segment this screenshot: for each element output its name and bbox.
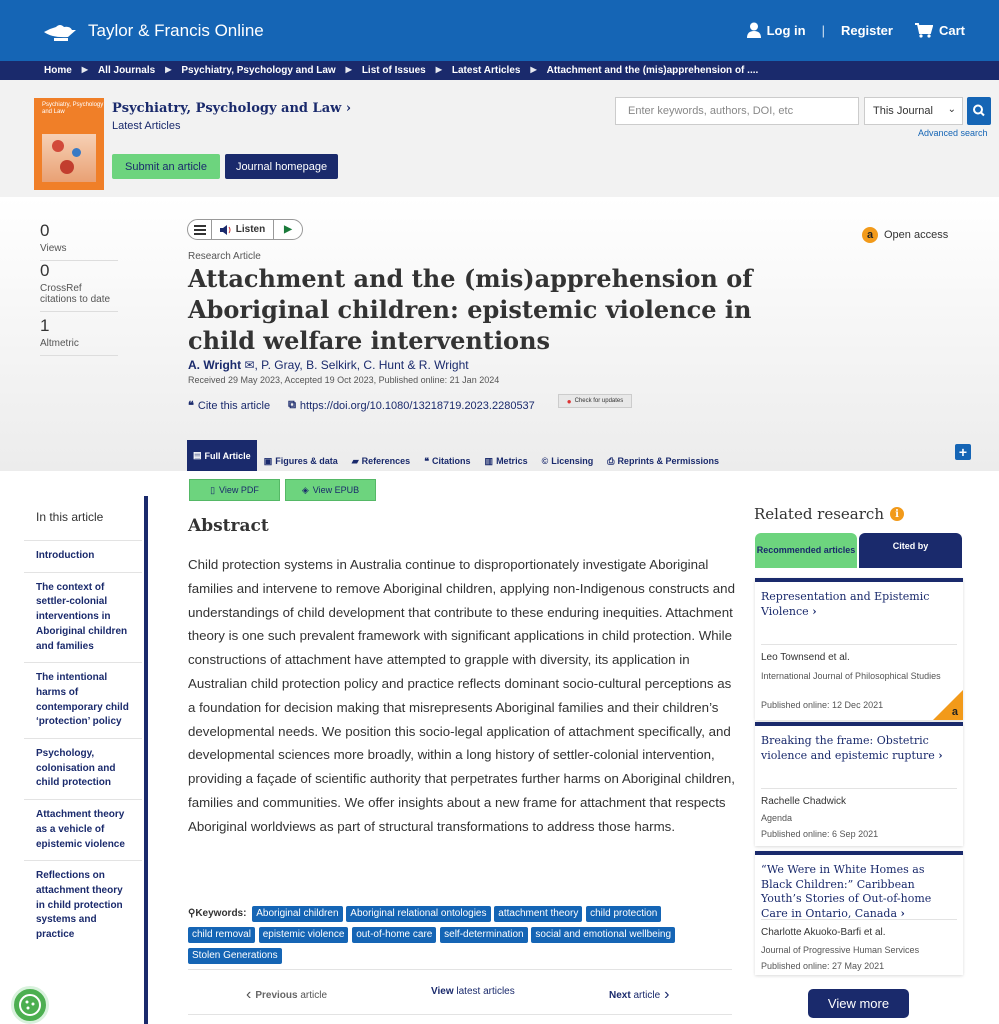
related-article-title[interactable]: Representation and Epistemic Violence › — [761, 590, 930, 618]
keyword-chip[interactable]: self-determination — [440, 927, 527, 943]
share-plus-button[interactable]: + — [955, 444, 971, 460]
cookie-settings-button[interactable] — [11, 986, 49, 1024]
image-icon: ▣ — [263, 455, 273, 466]
breadcrumb-arrow-icon: ▶ — [435, 65, 442, 74]
cart-icon — [915, 23, 933, 38]
related-article-title[interactable]: Breaking the frame: Obstetric violence and epistemic rupture › — [761, 734, 943, 762]
pdf-icon: ▯ — [210, 484, 216, 495]
related-article-date: Published online: 12 Dec 2021 — [761, 700, 884, 710]
article-pagination — [188, 969, 732, 1015]
cover-title: Psychiatry, Psychology and Law — [42, 102, 104, 115]
view-pdf-button[interactable]: ▯ View PDF — [189, 479, 280, 501]
listen-label: Listen — [235, 224, 266, 235]
toc-item[interactable]: The intentional harms of contemporary child ‘protection’ policy — [24, 662, 142, 738]
breadcrumb-latest[interactable]: Latest Articles — [451, 65, 521, 76]
book-icon: ▰ — [351, 455, 359, 466]
abstract-body: Child protection systems in Australia continue to disproportionately investigate Aboriginal families and intervene to remove Aboriginal children, applying non-Indigenous constructs and understandings of child development that contribute to these enduring inequities. Attachment theory is one such prevalent framework with significant applications in child protection. While constructions of attachment have attempted to grapple with diversity, its application in Australian child protection policy and practice reflects dominant socio-cultural perceptions as a foundation for decision making that misrepresents Aboriginal families and their children’s developmental needs. We position this socio-legal application of attachment specifically, and developmental sciences more broadly, within a long history of settler-colonial intervention, providing a façade of scientific authority that perpetrates further harms on Aboriginal children, families and communities. We offer insights about a new frame for attachment that respects Aboriginal worldviews as part of structural transformations to address those harms. — [188, 557, 735, 834]
chevron-down-icon: ⌄ — [947, 104, 956, 115]
header-separator: | — [821, 22, 825, 38]
search-icon: ⚲ — [188, 908, 196, 919]
toc-item[interactable]: Introduction — [24, 540, 142, 572]
speaker-icon — [220, 225, 232, 235]
article-tabs — [187, 440, 726, 471]
breadcrumb-arrow-icon: ▶ — [165, 65, 172, 74]
breadcrumb-all-journals[interactable]: All Journals — [97, 65, 156, 76]
open-access-corner-icon — [933, 690, 963, 720]
cite-article-link[interactable]: ❝ Cite this article — [188, 399, 271, 412]
toc-item[interactable]: Reflections on attachment theory in child protection systems and practice — [24, 860, 142, 951]
keyword-chip[interactable]: Aboriginal children — [252, 906, 342, 922]
metric-crossref: 0 CrossRef citations to date — [40, 261, 118, 312]
related-article-journal: Agenda — [761, 813, 793, 823]
toc-item[interactable]: Attachment theory as a vehicle of epistemic violence — [24, 799, 142, 860]
article-dates: Received 29 May 2023, Accepted 19 Oct 2023, Published online: 21 Jan 2024 — [188, 375, 500, 385]
metric-views: 0 Views — [40, 221, 118, 261]
open-access-icon: a — [951, 706, 958, 718]
breadcrumb-home[interactable]: Home — [44, 65, 72, 76]
brand-logo[interactable] — [42, 20, 264, 42]
journal-title-link[interactable]: Psychiatry, Psychology and Law › — [112, 101, 352, 116]
readspeaker-toolbar — [187, 219, 303, 240]
author-links[interactable]: , P. Gray, B. Selkirk, C. Hunt — [254, 358, 405, 372]
breadcrumb-arrow-icon: ▶ — [345, 65, 352, 74]
email-icon[interactable]: ✉ — [244, 358, 255, 372]
quote-icon: ❝ — [424, 455, 430, 466]
crossmark-icon: ● — [566, 396, 572, 406]
register-link[interactable]: Register — [840, 22, 893, 38]
breadcrumb-journal[interactable]: Psychiatry, Psychology and Law — [181, 65, 336, 76]
tab-references[interactable]: ▰ References — [351, 455, 411, 466]
search-scope-select[interactable] — [864, 97, 963, 125]
article-title: Attachment and the (mis)apprehension of Aboriginal children: epistemic violence in child welfare interventions — [188, 264, 753, 355]
previous-article-link[interactable]: ‹ Previous article — [246, 986, 328, 1003]
tab-reprints[interactable]: ⎙ Reprints & Permissions — [607, 455, 719, 466]
check-for-updates-button[interactable]: ● Check for updates — [558, 394, 632, 408]
view-more-button[interactable]: View more — [808, 989, 909, 1018]
lamp-logo-icon — [42, 20, 80, 42]
article-type: Research Article — [188, 251, 261, 262]
related-article-card[interactable] — [755, 851, 963, 975]
info-icon[interactable]: i — [890, 507, 904, 521]
tab-figures[interactable]: ▣ Figures & data — [263, 455, 338, 466]
keywords — [188, 903, 728, 966]
advanced-search-link[interactable]: Advanced search — [918, 128, 988, 138]
toc-item[interactable]: The context of settler-colonial interventions in Aboriginal children and families — [24, 572, 142, 663]
view-latest-link[interactable]: View latest articles — [431, 986, 515, 997]
related-article-card[interactable] — [755, 722, 963, 846]
author-link[interactable]: R. Wright — [418, 358, 469, 372]
author-list: A. Wright ✉, P. Gray, B. Selkirk, C. Hunt & R. Wright — [188, 358, 469, 372]
brand-name: Taylor & Francis Online — [88, 21, 264, 40]
keyword-chip[interactable]: attachment theory — [494, 906, 582, 922]
cart-link[interactable] — [915, 23, 965, 38]
search-input[interactable]: Enter keywords, authors, DOI, etc — [615, 97, 859, 125]
related-article-journal: International Journal of Philosophical Studies — [761, 671, 941, 681]
search-icon — [967, 97, 991, 125]
login-link[interactable] — [747, 22, 806, 38]
cookie-icon — [18, 993, 42, 1017]
tab-citations[interactable]: ❝ Citations — [424, 455, 471, 466]
tab-cited-by[interactable]: Cited by — [859, 533, 962, 568]
breadcrumb-issues[interactable]: List of Issues — [361, 65, 426, 76]
keyword-chip[interactable]: epistemic violence — [259, 927, 349, 943]
related-article-card[interactable] — [755, 578, 963, 720]
related-article-author: Charlotte Akuoko-Barfi et al. — [761, 927, 886, 938]
quote-icon: ❝ — [188, 400, 194, 412]
search-button[interactable] — [967, 97, 991, 125]
journal-header — [0, 80, 999, 197]
bar-chart-icon: ▥ — [484, 455, 494, 466]
keyword-chip[interactable]: child protection — [586, 906, 661, 922]
metric-altmetric[interactable]: 1 Altmetric — [40, 316, 118, 356]
tab-recommended[interactable]: Recommended articles — [755, 533, 857, 568]
user-icon — [747, 22, 761, 38]
cart-label: Cart — [938, 22, 965, 38]
doi-link[interactable]: ⧉ https://doi.org/10.1080/13218719.2023.2280537 — [288, 399, 535, 412]
login-label: Log in — [766, 22, 806, 38]
latest-articles-link[interactable]: Latest Articles — [112, 120, 181, 132]
abstract-heading: Abstract — [188, 516, 269, 536]
link-icon: ⧉ — [288, 399, 296, 411]
journal-homepage-button[interactable]: Journal homepage — [225, 154, 338, 179]
cover-image — [42, 134, 96, 182]
listen-button[interactable] — [212, 220, 274, 239]
epub-icon: ◈ — [301, 484, 309, 495]
tab-full-article[interactable]: ▤ Full Article — [187, 440, 257, 471]
chevron-left-icon: ‹ — [246, 986, 252, 1003]
breadcrumb — [0, 61, 999, 80]
journal-cover[interactable] — [34, 98, 104, 190]
tab-metrics[interactable]: ▥ Metrics — [484, 455, 528, 466]
tab-licensing[interactable]: © Licensing — [541, 456, 594, 466]
open-access-badge: a Open access — [862, 227, 948, 243]
breadcrumb-arrow-icon: ▶ — [530, 65, 537, 74]
keyword-chip[interactable]: social and emotional wellbeing — [531, 927, 675, 943]
keyword-chip[interactable]: Aboriginal relational ontologies — [346, 906, 490, 922]
keyword-chip[interactable]: out-of-home care — [352, 927, 436, 943]
related-article-author: Rachelle Chadwick — [761, 796, 847, 807]
submit-article-button[interactable]: Submit an article — [112, 154, 220, 179]
author-link[interactable]: A. Wright — [188, 358, 242, 372]
menu-icon[interactable] — [188, 220, 212, 239]
site-header — [0, 0, 999, 61]
related-article-date: Published online: 27 May 2021 — [761, 961, 885, 971]
open-access-icon: a — [862, 227, 878, 243]
breadcrumb-current: Attachment and the (mis)apprehension of .... — [546, 65, 759, 76]
keyword-chip[interactable]: Stolen Generations — [188, 948, 282, 964]
document-icon: ▤ — [193, 450, 202, 460]
related-article-author: Leo Townsend et al. — [761, 652, 850, 663]
toc-heading: In this article — [36, 510, 104, 524]
article-header — [0, 197, 999, 471]
related-article-title[interactable]: “We Were in White Homes as Black Children:” Caribbean Youth’s Stories of Out-of-home Care in Ontario, Canada › — [761, 863, 932, 920]
printer-icon: ⎙ — [607, 455, 615, 466]
keyword-chip[interactable]: child removal — [188, 927, 255, 943]
next-article-link[interactable]: Next article › — [609, 986, 670, 1003]
chevron-right-icon: › — [664, 986, 670, 1003]
search-scope-value: This Journal — [873, 105, 933, 117]
toc-item[interactable]: Psychology, colonisation and child protection — [24, 738, 142, 799]
breadcrumb-arrow-icon: ▶ — [81, 65, 88, 74]
view-epub-button[interactable]: ◈ View EPUB — [285, 479, 376, 501]
table-of-contents — [24, 496, 148, 1024]
related-article-date: Published online: 6 Sep 2021 — [761, 829, 879, 839]
related-research-heading: Related research i — [754, 505, 904, 523]
related-article-journal: Journal of Progressive Human Services — [761, 945, 920, 955]
play-icon[interactable]: ▶ — [284, 224, 292, 235]
copyright-icon: © — [541, 456, 549, 466]
keywords-label: ⚲Keywords: — [188, 908, 247, 919]
